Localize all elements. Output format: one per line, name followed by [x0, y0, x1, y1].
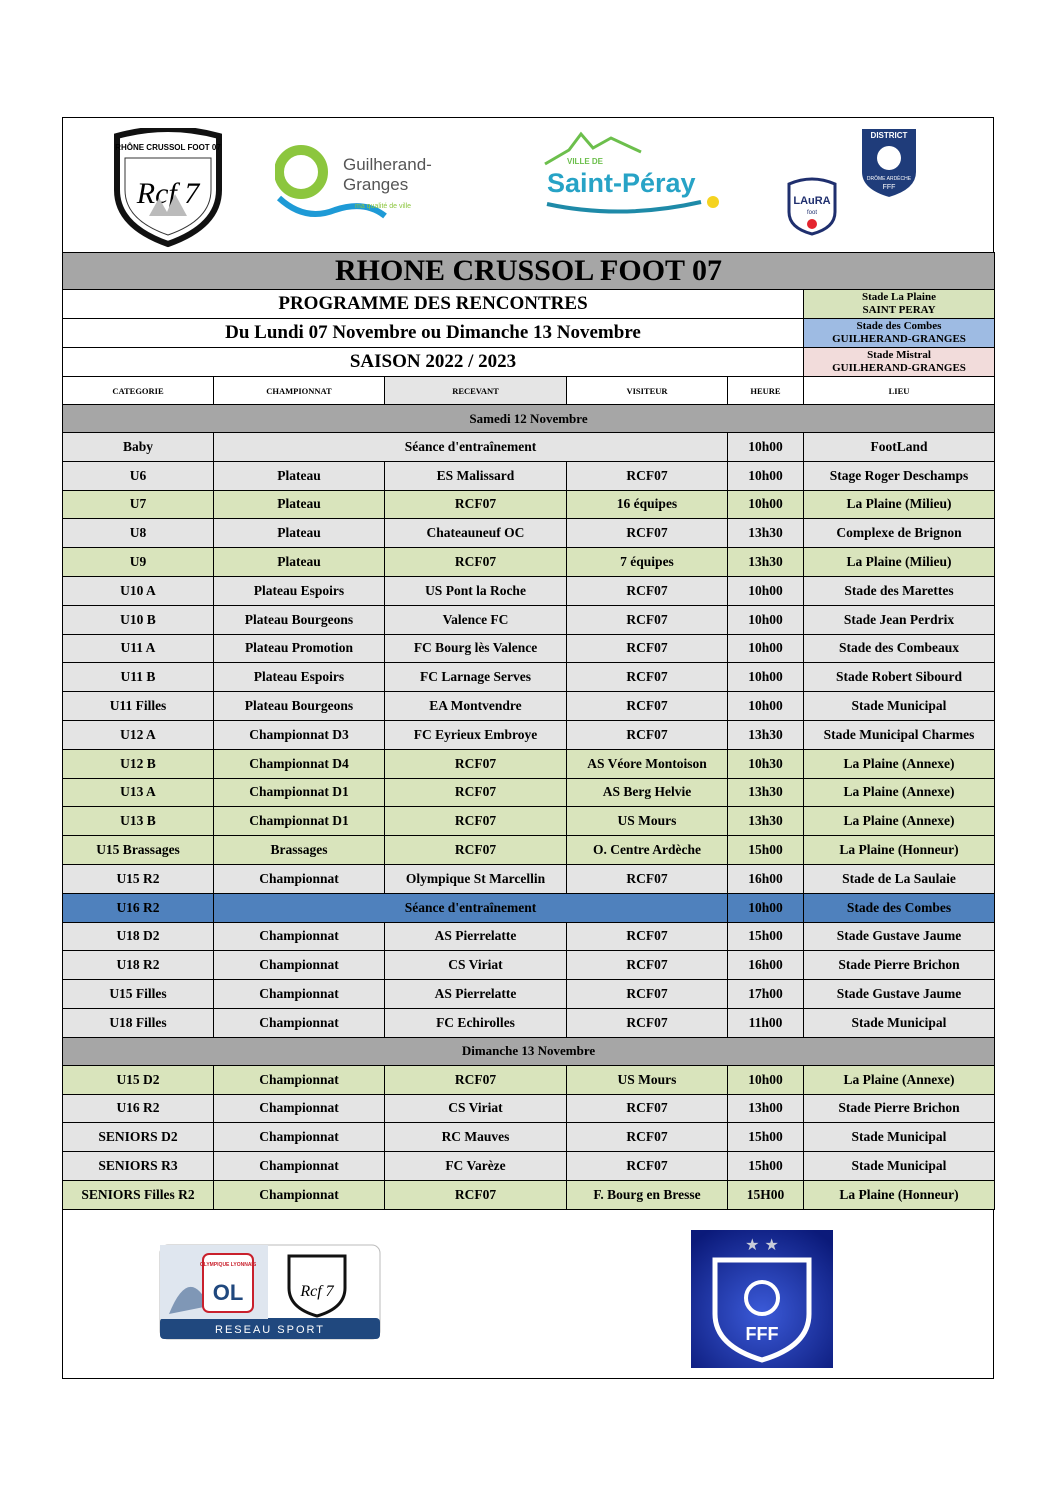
col-header-heure: HEURE: [728, 377, 804, 405]
heure-cell: 16h00: [728, 864, 804, 893]
ol-reseau-sport-logo: [159, 1244, 381, 1340]
categorie-cell: SENIORS R3: [63, 1152, 214, 1181]
lieu-cell: Stade Gustave Jaume: [804, 922, 995, 951]
rcf7-crest-text: RHÔNE CRUSSOL FOOT 07: [115, 143, 221, 152]
recevant-cell: RC Mauves: [385, 1123, 567, 1152]
visiteur-cell: RCF07: [567, 519, 728, 548]
championnat-cell: Plateau Espoirs: [214, 663, 385, 692]
championnat-cell: Plateau Bourgeons: [214, 692, 385, 721]
categorie-cell: U12 B: [63, 749, 214, 778]
categorie-cell: U18 D2: [63, 922, 214, 951]
recevant-cell: RCF07: [385, 749, 567, 778]
championnat-cell: Championnat: [214, 1152, 385, 1181]
granges-text: Granges: [343, 175, 409, 194]
championnat-cell: Plateau Bourgeons: [214, 605, 385, 634]
categorie-cell: U15 Filles: [63, 980, 214, 1009]
lieu-cell: FootLand: [804, 433, 995, 462]
categorie-cell: U11 B: [63, 663, 214, 692]
heure-cell: 10h00: [728, 692, 804, 721]
match-row: [63, 663, 995, 692]
col-header-recevant: RECEVANT: [385, 377, 567, 405]
lieu-cell: Stade des Combes: [804, 893, 995, 922]
laura-text: LAuRA: [793, 195, 831, 207]
date-range: Du Lundi 07 Novembre ou Dimanche 13 Novembre: [63, 319, 804, 348]
championnat-cell: Plateau Promotion: [214, 634, 385, 663]
recevant-cell: FC Bourg lès Valence: [385, 634, 567, 663]
visiteur-cell: O. Centre Ardèche: [567, 836, 728, 865]
lieu-cell: Stade Pierre Brichon: [804, 1094, 995, 1123]
col-header-championnat: CHAMPIONNAT: [214, 377, 385, 405]
recevant-cell: FC Eyrieux Embroye: [385, 720, 567, 749]
heure-cell: 13h00: [728, 1094, 804, 1123]
match-row: [63, 519, 995, 548]
match-row: [63, 922, 995, 951]
day-header-row: [63, 1037, 995, 1065]
venue-town: GUILHERAND-GRANGES: [832, 362, 966, 374]
championnat-cell: Championnat: [214, 1180, 385, 1209]
guilherand-text: Guilherand-: [343, 155, 432, 174]
lieu-cell: Stade Jean Perdrix: [804, 605, 995, 634]
venue-town: GUILHERAND-GRANGES: [832, 333, 966, 345]
categorie-cell: Baby: [63, 433, 214, 462]
categorie-cell: U10 A: [63, 576, 214, 605]
championnat-cell: Championnat D1: [214, 807, 385, 836]
championnat-cell: Championnat D1: [214, 778, 385, 807]
match-row: [63, 980, 995, 1009]
seance-cell: Séance d'entraînement: [214, 433, 728, 462]
recevant-cell: RCF07: [385, 1065, 567, 1094]
seance-cell: Séance d'entraînement: [214, 893, 728, 922]
rcf7-crest-logo: [109, 128, 227, 248]
lieu-cell: La Plaine (Honneur): [804, 836, 995, 865]
lieu-cell: La Plaine (Annexe): [804, 749, 995, 778]
heure-cell: 10h00: [728, 461, 804, 490]
recevant-cell: AS Pierrelatte: [385, 980, 567, 1009]
match-row: [63, 548, 995, 577]
saint-peray-text: Saint-Péray: [547, 168, 696, 198]
day-label: Dimanche 13 Novembre: [63, 1037, 995, 1065]
visiteur-cell: RCF07: [567, 692, 728, 721]
visiteur-cell: RCF07: [567, 951, 728, 980]
heure-cell: 10h00: [728, 663, 804, 692]
championnat-cell: Brassages: [214, 836, 385, 865]
heure-cell: 15h00: [728, 922, 804, 951]
visiteur-cell: RCF07: [567, 980, 728, 1009]
visiteur-cell: RCF07: [567, 663, 728, 692]
championnat-cell: Championnat D3: [214, 720, 385, 749]
programme-title: PROGRAMME DES RENCONTRES: [63, 290, 804, 319]
lieu-cell: La Plaine (Milieu): [804, 548, 995, 577]
lieu-cell: Complexe de Brignon: [804, 519, 995, 548]
lieu-cell: Stade Pierre Brichon: [804, 951, 995, 980]
match-row: [63, 749, 995, 778]
ol-text: OL: [212, 1280, 244, 1305]
recevant-cell: RCF07: [385, 1180, 567, 1209]
recevant-cell: AS Pierrelatte: [385, 922, 567, 951]
categorie-cell: U11 Filles: [63, 692, 214, 721]
visiteur-cell: 16 équipes: [567, 490, 728, 519]
venue-town: SAINT PERAY: [862, 304, 936, 316]
guilherand-granges-logo: [275, 136, 445, 228]
col-header-lieu: LIEU: [804, 377, 995, 405]
venue-name: Stade des Combes: [856, 320, 942, 332]
heure-cell: 15h00: [728, 836, 804, 865]
day-label: Samedi 12 Novembre: [63, 405, 995, 433]
heure-cell: 13h30: [728, 778, 804, 807]
laura-sub-text: foot: [806, 210, 818, 216]
match-row: [63, 893, 995, 922]
programme-sheet: [62, 117, 994, 1379]
categorie-cell: U16 R2: [63, 1094, 214, 1123]
fff-logo: [691, 1230, 833, 1368]
match-row: [63, 1152, 995, 1181]
match-row: [63, 720, 995, 749]
visiteur-cell: RCF07: [567, 576, 728, 605]
championnat-cell: Championnat D4: [214, 749, 385, 778]
recevant-cell: RCF07: [385, 490, 567, 519]
lieu-cell: Stade des Combeaux: [804, 634, 995, 663]
lieu-cell: Stade de La Saulaie: [804, 864, 995, 893]
match-row: [63, 605, 995, 634]
recevant-cell: EA Montvendre: [385, 692, 567, 721]
categorie-cell: U15 D2: [63, 1065, 214, 1094]
district-sub-text: DRÔME ARDÈCHE: [866, 176, 912, 182]
categorie-cell: U10 B: [63, 605, 214, 634]
categorie-cell: U18 R2: [63, 951, 214, 980]
heure-cell: 10h00: [728, 576, 804, 605]
recevant-cell: FC Larnage Serves: [385, 663, 567, 692]
venue-legend-la-plaine: [804, 290, 995, 319]
heure-cell: 10h00: [728, 634, 804, 663]
match-row: [63, 1180, 995, 1209]
lieu-cell: Stade Robert Sibourd: [804, 663, 995, 692]
district-drome-ardeche-logo: [857, 124, 921, 200]
match-row: [63, 692, 995, 721]
district-text: DISTRICT: [870, 131, 908, 140]
recevant-cell: Valence FC: [385, 605, 567, 634]
categorie-cell: U13 B: [63, 807, 214, 836]
recevant-cell: CS Viriat: [385, 951, 567, 980]
heure-cell: 10h30: [728, 749, 804, 778]
match-row: [63, 634, 995, 663]
visiteur-cell: RCF07: [567, 605, 728, 634]
heure-cell: 10h00: [728, 433, 804, 462]
championnat-cell: Plateau: [214, 519, 385, 548]
match-row: [63, 864, 995, 893]
championnat-cell: Plateau: [214, 461, 385, 490]
visiteur-cell: RCF07: [567, 922, 728, 951]
heure-cell: 15h00: [728, 1123, 804, 1152]
championnat-cell: Plateau: [214, 490, 385, 519]
heure-cell: 17h00: [728, 980, 804, 1009]
club-title: RHONE CRUSSOL FOOT 07: [63, 253, 995, 290]
categorie-cell: U15 R2: [63, 864, 214, 893]
lieu-cell: La Plaine (Honneur): [804, 1180, 995, 1209]
match-row: [63, 490, 995, 519]
heure-cell: 11h00: [728, 1008, 804, 1037]
categorie-cell: U15 Brassages: [63, 836, 214, 865]
heure-cell: 13h30: [728, 519, 804, 548]
match-row: [63, 807, 995, 836]
guilherand-tagline: ma qualité de ville: [355, 203, 412, 210]
fff-stars-icon: ★ ★: [745, 1235, 779, 1254]
match-row: [63, 1065, 995, 1094]
championnat-cell: Championnat: [214, 1123, 385, 1152]
visiteur-cell: RCF07: [567, 1123, 728, 1152]
categorie-cell: U12 A: [63, 720, 214, 749]
categorie-cell: U18 Filles: [63, 1008, 214, 1037]
visiteur-cell: RCF07: [567, 461, 728, 490]
saison-label: SAISON 2022 / 2023: [63, 348, 804, 377]
lieu-cell: Stade Municipal: [804, 1152, 995, 1181]
lieu-cell: Stade Gustave Jaume: [804, 980, 995, 1009]
lieu-cell: Stade Municipal: [804, 692, 995, 721]
championnat-cell: Championnat: [214, 1008, 385, 1037]
sponsor-logos-top: [63, 118, 993, 253]
visiteur-cell: RCF07: [567, 1094, 728, 1123]
visiteur-cell: RCF07: [567, 634, 728, 663]
categorie-cell: SENIORS Filles R2: [63, 1180, 214, 1209]
venue-legend-combes: [804, 319, 995, 348]
rcf7-crest-initials: Rcf 7: [136, 177, 200, 210]
visiteur-cell: F. Bourg en Bresse: [567, 1180, 728, 1209]
categorie-cell: U16 R2: [63, 893, 214, 922]
col-header-categorie: CATEGORIE: [63, 377, 214, 405]
recevant-cell: RCF07: [385, 548, 567, 577]
venue-legend-mistral: [804, 348, 995, 377]
recevant-cell: CS Viriat: [385, 1094, 567, 1123]
col-header-visiteur: VISITEUR: [567, 377, 728, 405]
laura-foot-logo: [785, 174, 839, 236]
lieu-cell: Stade Municipal: [804, 1123, 995, 1152]
categorie-cell: U11 A: [63, 634, 214, 663]
sponsor-logos-bottom: [63, 1212, 993, 1378]
visiteur-cell: RCF07: [567, 1152, 728, 1181]
venue-name: Stade La Plaine: [862, 291, 936, 303]
visiteur-cell: RCF07: [567, 864, 728, 893]
championnat-cell: Championnat: [214, 980, 385, 1009]
championnat-cell: Championnat: [214, 922, 385, 951]
heure-cell: 10h00: [728, 1065, 804, 1094]
reseau-sport-text: RESEAU SPORT: [215, 1324, 325, 1336]
recevant-cell: FC Varèze: [385, 1152, 567, 1181]
lieu-cell: Stade Municipal: [804, 1008, 995, 1037]
championnat-cell: Championnat: [214, 864, 385, 893]
categorie-cell: U9: [63, 548, 214, 577]
lieu-cell: Stade Municipal Charmes: [804, 720, 995, 749]
district-fff-text: FFF: [882, 184, 896, 191]
match-row: [63, 1094, 995, 1123]
programme-table: [62, 252, 995, 1210]
recevant-cell: Olympique St Marcellin: [385, 864, 567, 893]
lieu-cell: Stade des Marettes: [804, 576, 995, 605]
heure-cell: 10h00: [728, 490, 804, 519]
heure-cell: 13h30: [728, 548, 804, 577]
championnat-cell: Plateau Espoirs: [214, 576, 385, 605]
visiteur-cell: RCF07: [567, 1008, 728, 1037]
fff-text: FFF: [745, 1324, 779, 1344]
saint-peray-logo: [541, 130, 731, 220]
match-row: [63, 836, 995, 865]
heure-cell: 13h30: [728, 807, 804, 836]
match-row: [63, 576, 995, 605]
match-row: [63, 1008, 995, 1037]
match-row: [63, 951, 995, 980]
match-row: [63, 433, 995, 462]
ville-de-text: VILLE DE: [567, 157, 604, 166]
championnat-cell: Championnat: [214, 951, 385, 980]
categorie-cell: U6: [63, 461, 214, 490]
visiteur-cell: US Mours: [567, 1065, 728, 1094]
recevant-cell: Chateauneuf OC: [385, 519, 567, 548]
lieu-cell: Stage Roger Deschamps: [804, 461, 995, 490]
categorie-cell: U7: [63, 490, 214, 519]
heure-cell: 10h00: [728, 893, 804, 922]
lieu-cell: La Plaine (Annexe): [804, 1065, 995, 1094]
championnat-cell: Championnat: [214, 1094, 385, 1123]
visiteur-cell: US Mours: [567, 807, 728, 836]
recevant-cell: ES Malissard: [385, 461, 567, 490]
recevant-cell: RCF07: [385, 807, 567, 836]
recevant-cell: RCF07: [385, 778, 567, 807]
match-row: [63, 461, 995, 490]
championnat-cell: Championnat: [214, 1065, 385, 1094]
visiteur-cell: AS Berg Helvie: [567, 778, 728, 807]
match-row: [63, 778, 995, 807]
recevant-cell: RCF07: [385, 836, 567, 865]
categorie-cell: SENIORS D2: [63, 1123, 214, 1152]
recevant-cell: FC Echirolles: [385, 1008, 567, 1037]
visiteur-cell: AS Véore Montoison: [567, 749, 728, 778]
championnat-cell: Plateau: [214, 548, 385, 577]
heure-cell: 15h00: [728, 1152, 804, 1181]
venue-name: Stade Mistral: [867, 349, 931, 361]
ol-rcf7-initials: Rcf 7: [300, 1283, 334, 1300]
categorie-cell: U8: [63, 519, 214, 548]
heure-cell: 10h00: [728, 605, 804, 634]
lieu-cell: La Plaine (Annexe): [804, 807, 995, 836]
heure-cell: 16h00: [728, 951, 804, 980]
olympique-text: OLYMPIQUE LYONNAIS: [199, 1262, 257, 1268]
heure-cell: 15H00: [728, 1180, 804, 1209]
visiteur-cell: RCF07: [567, 720, 728, 749]
day-header-row: [63, 405, 995, 433]
categorie-cell: U13 A: [63, 778, 214, 807]
recevant-cell: US Pont la Roche: [385, 576, 567, 605]
heure-cell: 13h30: [728, 720, 804, 749]
lieu-cell: La Plaine (Annexe): [804, 778, 995, 807]
match-row: [63, 1123, 995, 1152]
visiteur-cell: 7 équipes: [567, 548, 728, 577]
lieu-cell: La Plaine (Milieu): [804, 490, 995, 519]
